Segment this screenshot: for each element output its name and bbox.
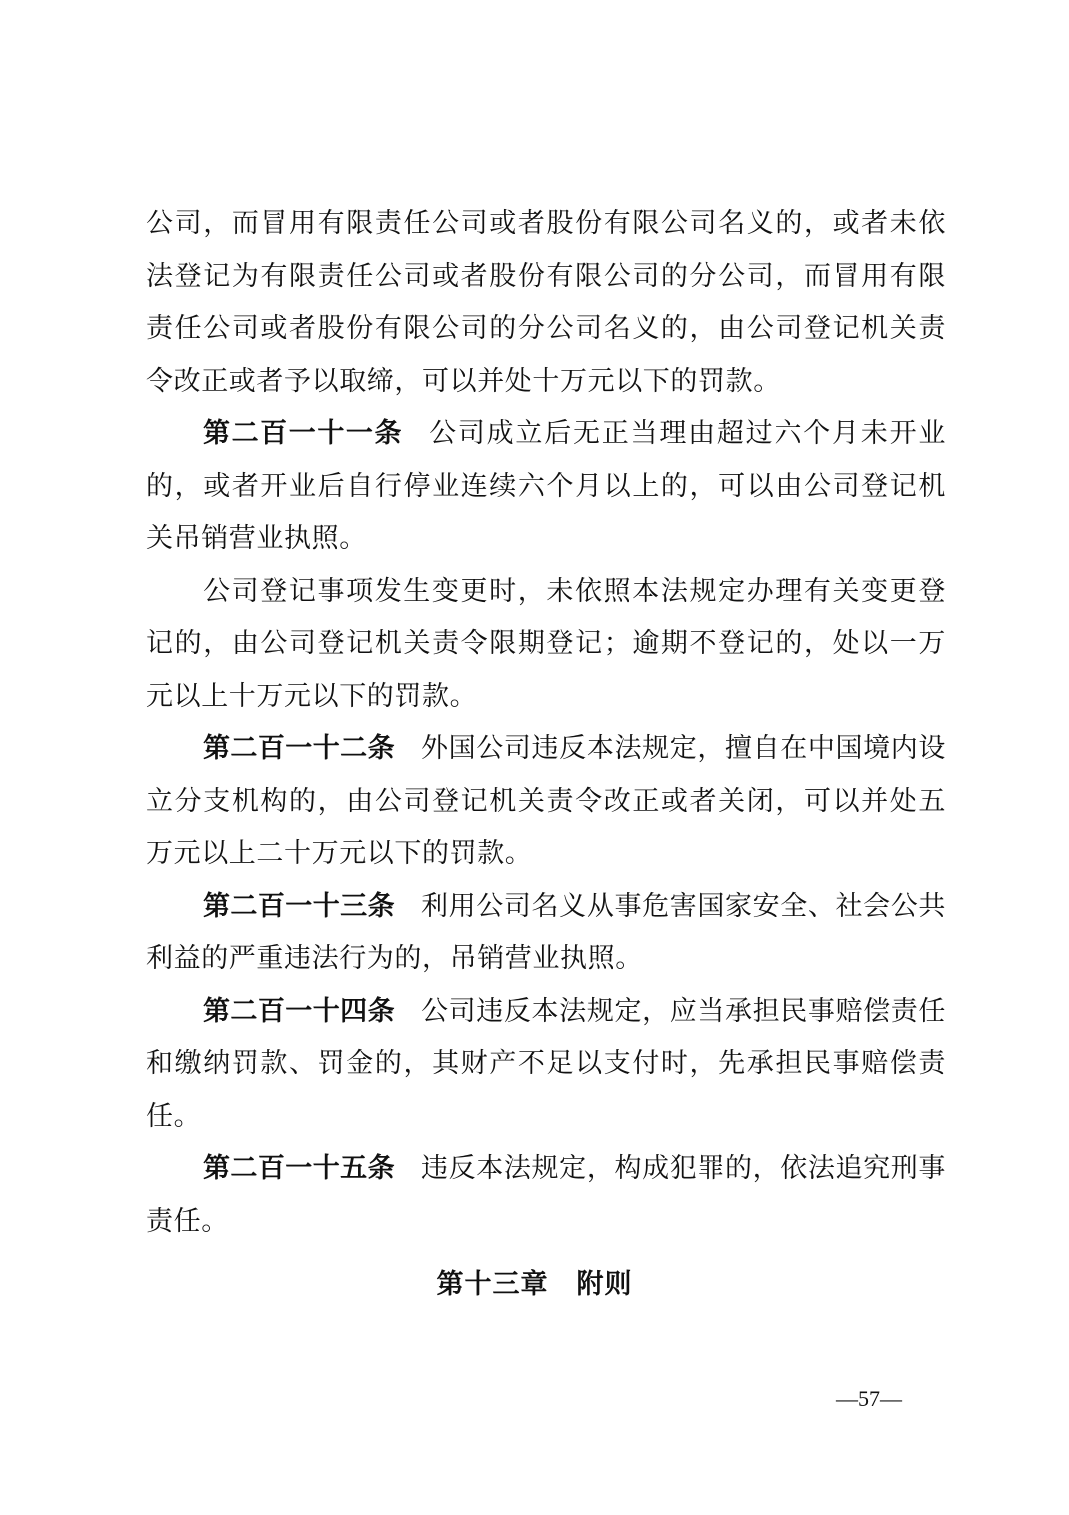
article-text: 公司违反本法规定，应当承担民事赔偿责任和缴纳罚款、罚金的，其财产不足以支付时，先承担民事赔偿责任。 <box>146 995 946 1132</box>
article-text: 利用公司名义从事危害国家安全、社会公共利益的严重违法行为的，吊销营业执照。 <box>146 890 946 974</box>
article-text: 外国公司违反本法规定，擅自在中国境内设立分支机构的，由公司登记机关责令改正或者关闭，可以并处五万元以上二十万元以下的罚款。 <box>146 733 946 869</box>
paragraph-text: 公司登记事项发生变更时，未依照本法规定办理有关变更登记的，由公司登记机关责令限期登记；逾期不登记的，处以一万元以上十万元以下的罚款。 <box>146 575 946 712</box>
document-body <box>146 198 946 1248</box>
article-211 <box>146 408 946 566</box>
paragraph-continuation <box>146 198 946 408</box>
article-number: 第二百一十五条 <box>203 1153 396 1184</box>
article-text: 公司成立后无正当理由超过六个月未开业的，或者开业后自行停业连续六个月以上的，可以由公司登记机关吊销营业执照。 <box>146 418 946 554</box>
article-number: 第二百一十三条 <box>203 890 396 922</box>
article-number: 第二百一十二条 <box>203 733 396 764</box>
article-213 <box>146 881 946 986</box>
article-number: 第二百一十一条 <box>203 418 404 449</box>
article-212 <box>146 723 946 881</box>
article-211-paragraph-2 <box>146 566 946 724</box>
article-214 <box>146 986 946 1144</box>
page-number: —57— <box>836 1386 902 1411</box>
paragraph-text: 公司，而冒用有限责任公司或者股份有限公司名义的，或者未依法登记为有限责任公司或者股份有限公司的分公司，而冒用有限责任公司或者股份有限公司的分公司名义的，由公司登记机关责令改正或者予以取缔，可以并处十万元以下的罚款。 <box>146 208 946 397</box>
article-number: 第二百一十四条 <box>203 995 396 1027</box>
article-text: 违反本法规定，构成犯罪的，依法追究刑事责任。 <box>146 1153 946 1237</box>
chapter-heading: 第十三章 附则 <box>436 1269 633 1300</box>
article-215 <box>146 1143 946 1248</box>
